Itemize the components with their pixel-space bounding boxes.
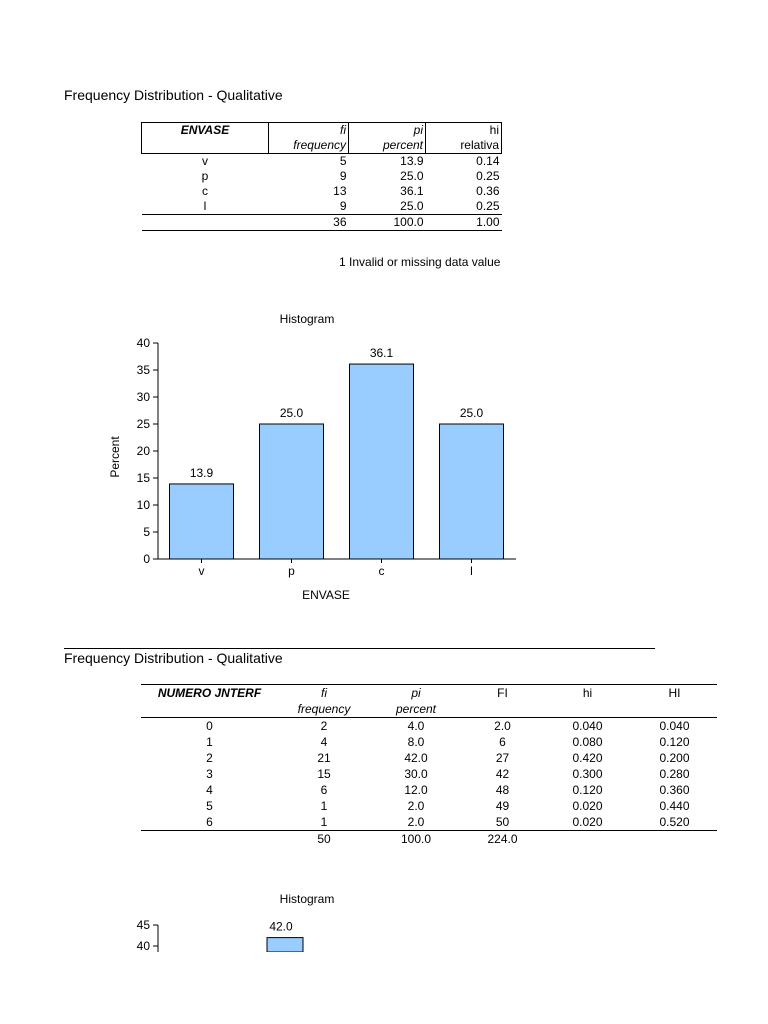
cell-value: 1 <box>206 735 213 749</box>
table-row <box>141 798 717 814</box>
total-frequency: 36 <box>269 215 349 231</box>
envase-histogram <box>100 305 540 610</box>
subheader-percent: percent <box>349 138 426 154</box>
cell-value: 0 <box>206 719 213 733</box>
cell-hi: 0.420 <box>572 751 603 765</box>
header-pi: pi <box>349 123 426 139</box>
x-tick-label: l <box>470 564 473 578</box>
total-relative: 1.00 <box>426 215 502 231</box>
header-pi: pi <box>370 685 462 702</box>
bar-c <box>350 364 414 559</box>
cell-percent: 42.0 <box>404 751 428 765</box>
cell-frequency: 9 <box>339 199 347 213</box>
cell-hi: 0.120 <box>572 783 603 797</box>
cell-percent: 2.0 <box>407 799 425 813</box>
table-row <box>142 199 502 215</box>
y-tick-label: 0 <box>143 552 150 566</box>
cell-percent: 25.0 <box>400 169 424 183</box>
table-header-row <box>141 685 717 702</box>
total-hi-cumulative <box>632 831 717 848</box>
cell-frequency: 21 <box>317 751 331 765</box>
subheader-frequency: frequency <box>278 701 370 718</box>
header-hi: hi <box>543 685 632 702</box>
total-percent: 100.0 <box>349 215 426 231</box>
cell-percent: 13.9 <box>400 154 424 168</box>
table-row <box>141 814 717 831</box>
table-row <box>141 718 717 735</box>
cell-frequency: 1 <box>320 799 328 813</box>
chart-title: Histogram <box>279 892 335 906</box>
y-tick-label: 10 <box>136 498 150 512</box>
cell-fi-cumulative: 42 <box>495 767 510 781</box>
total-hi <box>543 831 632 848</box>
table-body <box>141 718 717 831</box>
cell-fi-cumulative: 48 <box>495 783 510 797</box>
cell-value: 5 <box>206 799 213 813</box>
bar-v <box>170 484 234 559</box>
cell-category: l <box>203 199 207 213</box>
cell-fi-cumulative: 50 <box>495 815 510 829</box>
bar-l <box>440 424 504 559</box>
cell-frequency: 2 <box>320 719 328 733</box>
table-row <box>142 154 502 170</box>
cell-hi: 0.020 <box>572 815 603 829</box>
cell-relative: 0.14 <box>476 154 500 168</box>
table-subheader-row <box>141 701 717 718</box>
header-fi: fi <box>278 685 370 702</box>
numero-interf-histogram <box>100 888 360 952</box>
cell-frequency: 6 <box>320 783 328 797</box>
subheader-empty <box>141 701 278 718</box>
numero-interf-frequency-table <box>141 684 717 847</box>
y-axis-label: Percent <box>108 436 122 478</box>
y-tick-label: 25 <box>136 417 150 431</box>
subheader-percent: percent <box>370 701 462 718</box>
table-row <box>142 169 502 184</box>
envase-frequency-table <box>141 122 502 231</box>
bars <box>267 920 303 952</box>
header-fi-cumulative: FI <box>462 685 543 702</box>
missing-data-note: 1 Invalid or missing data value <box>339 255 501 269</box>
cell-fi-cumulative: 27 <box>495 751 510 765</box>
cell-category: v <box>202 154 208 168</box>
header-hi-cumulative: HI <box>632 685 717 702</box>
cell-frequency: 4 <box>320 735 328 749</box>
table-row <box>142 184 502 199</box>
cell-category: p <box>201 169 209 183</box>
section-2-title: Frequency Distribution - Qualitative <box>64 650 283 666</box>
cell-percent: 25.0 <box>400 199 424 213</box>
cell-relative: 0.25 <box>476 199 500 213</box>
subheader-empty <box>543 701 632 718</box>
y-tick-label: 15 <box>136 471 150 485</box>
cell-value: 6 <box>206 815 213 829</box>
cell-frequency: 5 <box>339 154 347 168</box>
total-percent: 100.0 <box>370 831 462 848</box>
y-tick-label: 5 <box>143 525 150 539</box>
table-row <box>141 734 717 750</box>
total-label <box>141 831 278 848</box>
cell-fi-cumulative: 6 <box>499 735 506 749</box>
cell-fi-cumulative: 2.0 <box>494 719 511 733</box>
cell-hi: 0.020 <box>572 799 603 813</box>
data-label: 36.1 <box>369 346 394 361</box>
cell-value: 4 <box>206 783 213 797</box>
table-total-row <box>142 215 502 231</box>
chart-title: Histogram <box>279 312 335 326</box>
table-total-row <box>141 831 717 848</box>
cell-relative: 0.36 <box>476 184 500 198</box>
cell-hi-cumulative: 0.360 <box>659 783 690 797</box>
cell-hi-cumulative: 0.040 <box>659 719 690 733</box>
table-header-row <box>142 123 502 139</box>
y-tick-label: 40 <box>136 336 150 350</box>
axes <box>137 918 158 952</box>
header-numero-interf: NUMERO JNTERF <box>141 685 278 702</box>
bar-p <box>260 424 324 559</box>
x-tick-label: c <box>378 564 385 578</box>
header-hi: hi <box>426 123 502 139</box>
cell-percent: 36.1 <box>400 184 424 198</box>
cell-hi: 0.080 <box>572 735 603 749</box>
cell-hi-cumulative: 0.200 <box>659 751 690 765</box>
table-row <box>141 766 717 782</box>
table-row <box>141 782 717 798</box>
table-subheader-row <box>142 138 502 154</box>
cell-percent: 12.0 <box>404 783 428 797</box>
cell-hi: 0.040 <box>572 719 603 733</box>
total-fi-cumulative: 224.0 <box>462 831 543 848</box>
cell-percent: 2.0 <box>407 815 425 829</box>
cell-category: c <box>202 184 208 198</box>
cell-percent: 8.0 <box>407 735 425 749</box>
subheader-relativa: relativa <box>426 138 502 154</box>
cell-hi-cumulative: 0.280 <box>659 767 690 781</box>
cell-percent: 4.0 <box>407 719 425 733</box>
cell-value: 3 <box>206 767 213 781</box>
x-tick-label: v <box>198 564 205 578</box>
section-1-title: Frequency Distribution - Qualitative <box>64 87 283 103</box>
cell-fi-cumulative: 49 <box>495 799 510 813</box>
total-frequency: 50 <box>278 831 370 848</box>
cell-relative: 0.25 <box>476 169 500 183</box>
subheader-empty <box>632 701 717 718</box>
data-label: 42.0 <box>269 919 293 934</box>
cell-frequency: 1 <box>320 815 328 829</box>
cell-frequency: 9 <box>339 169 347 183</box>
y-tick-label: 40 <box>136 939 150 952</box>
data-label: 25.0 <box>459 406 484 420</box>
cell-frequency: 15 <box>317 767 331 781</box>
y-tick-label: 35 <box>136 363 150 377</box>
y-tick-label: 20 <box>136 444 150 458</box>
x-axis-label: ENVASE <box>302 588 350 602</box>
cell-value: 2 <box>206 751 213 765</box>
cell-hi-cumulative: 0.120 <box>659 735 690 749</box>
header-fi: fi <box>269 123 349 139</box>
data-label: 25.0 <box>279 406 304 420</box>
total-label <box>142 215 269 231</box>
subheader-frequency: frequency <box>269 138 349 154</box>
y-tick-label: 45 <box>136 918 150 932</box>
subheader-empty <box>142 138 269 154</box>
data-label: 13.9 <box>189 465 214 480</box>
y-tick-label: 30 <box>136 390 150 404</box>
cell-hi: 0.300 <box>572 767 603 781</box>
bars <box>170 346 504 559</box>
cell-hi-cumulative: 0.440 <box>659 799 690 813</box>
subheader-empty <box>462 701 543 718</box>
table-row <box>141 750 717 766</box>
section-divider <box>64 648 655 649</box>
cell-percent: 30.0 <box>404 767 428 781</box>
bar <box>267 938 303 952</box>
cell-hi-cumulative: 0.520 <box>659 815 690 829</box>
header-envase: ENVASE <box>142 123 269 139</box>
cell-frequency: 13 <box>333 184 347 198</box>
x-tick-label: p <box>288 564 295 578</box>
